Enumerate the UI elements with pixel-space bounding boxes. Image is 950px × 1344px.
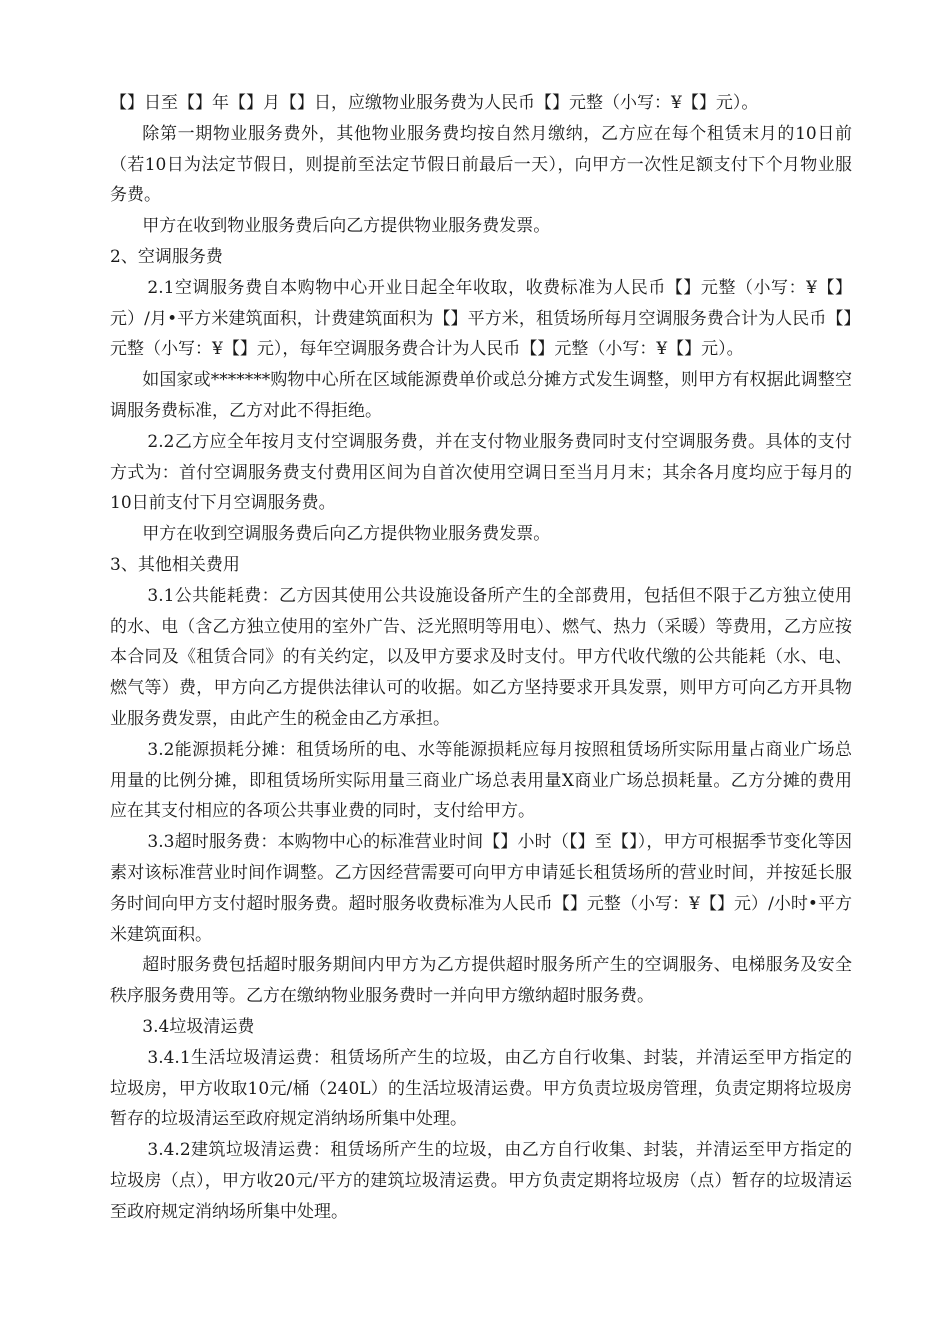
paragraph-monthly-payment: 除第一期物业服务费外，其他物业服务费均按自然月缴纳，乙方应在每个租赁末月的10日前（若10日为法定节假日，则提前至法定节假日前最后一天），向甲方一次性足额支付下个月物业服务费。 — [110, 123, 852, 206]
paragraph-ac-adjustment: 如国家或*******购物中心所在区域能源费单价或总分摊方式发生调整，则甲方有权据此调整空调服务费标准，乙方对此不得拒绝。 — [110, 370, 852, 421]
paragraph-overtime-scope: 超时服务费包括超时服务期间内甲方为乙方提供超时服务所产生的空调服务、电梯服务及安全秩序服务费用等。乙方在缴纳物业服务费时一并向甲方缴纳超时服务费。 — [110, 955, 852, 1007]
clause-heading-3-4: 3.4垃圾清运费 — [142, 1016, 255, 1037]
paragraph-ac-invoice: 甲方在收到空调服务费后向乙方提供物业服务费发票。 — [142, 524, 551, 545]
section-heading-ac-fee: 2、空调服务费 — [110, 246, 223, 267]
clause-3-4-1: 3.4.1生活垃圾清运费：租赁场所产生的垃圾，由乙方自行收集、封装，并清运至甲方指定的垃圾房，甲方收取10元/桶（240L）的生活垃圾清运费。甲方负责垃圾房管理，负责定期将垃圾房暂存的垃圾清运至政府规定消纳场所集中处理。 — [110, 1047, 852, 1130]
clause-3-2: 3.2能源损耗分摊：租赁场所的电、水等能源损耗应每月按照租赁场所实际用量占商业广场总用量的比例分摊，即租赁场所实际用量三商业广场总表用量X商业广场总损耗量。乙方分摊的费用应在其支付相应的各项公共事业费的同时，支付给甲方。 — [110, 739, 852, 822]
paragraph-property-invoice: 甲方在收到物业服务费后向乙方提供物业服务费发票。 — [142, 216, 551, 237]
clause-3-4-2: 3.4.2建筑垃圾清运费：租赁场所产生的垃圾，由乙方自行收集、封装，并清运至甲方指定的垃圾房（点），甲方收20元/平方的建筑垃圾清运费。甲方负责定期将垃圾房（点）暂存的垃圾清运至政府规定消纳场所集中处理。 — [110, 1140, 852, 1222]
clause-3-3: 3.3超时服务费：本购物中心的标准营业时间【】小时（【】至【】），甲方可根据季节变化等因素对该标准营业时间作调整。乙方因经营需要可向甲方申请延长租赁场所的营业时间，并按延长服务时间向甲方支付超时服务费。超时服务收费标准为人民币【】元整（小写：¥【】元）/小时•平方米建筑面积。 — [110, 832, 852, 945]
clause-2-2: 2.2乙方应全年按月支付空调服务费，并在支付物业服务费同时支付空调服务费。具体的支付方式为：首付空调服务费支付费用区间为自首次使用空调日至当月月末；其余各月度均应于每月的10日前支付下月空调服务费。 — [110, 431, 852, 514]
section-heading-other-fees: 3、其他相关费用 — [110, 554, 240, 575]
paragraph-fee-period: 【】日至【】年【】月【】日，应缴物业服务费为人民币【】元整（小写：¥【】元）。 — [110, 93, 759, 113]
document-page — [110, 88, 852, 1227]
clause-3-1: 3.1公共能耗费：乙方因其使用公共设施设备所产生的全部费用，包括但不限于乙方独立使用的水、电（含乙方独立使用的室外广告、泛光照明等用电）、燃气、热力（采暖）等费用，乙方应按本合同及《租赁合同》的有关约定，以及甲方要求及时支付。甲方代收代缴的公共能耗（水、电、燃气等）费，甲方向乙方提供法律认可的收据。如乙方坚持要求开具发票，则甲方可向乙方开具物业服务费发票，由此产生的税金由乙方承担。 — [110, 585, 852, 729]
clause-2-1: 2.1空调服务费自本购物中心开业日起全年收取，收费标准为人民币【】元整（小写：¥【】元）/月•平方米建筑面积，计费建筑面积为【】平方米，租赁场所每月空调服务费合计为人民币【】元整（小写：¥【】元），每年空调服务费合计为人民币【】元整（小写：¥【】元）。 — [110, 277, 852, 360]
